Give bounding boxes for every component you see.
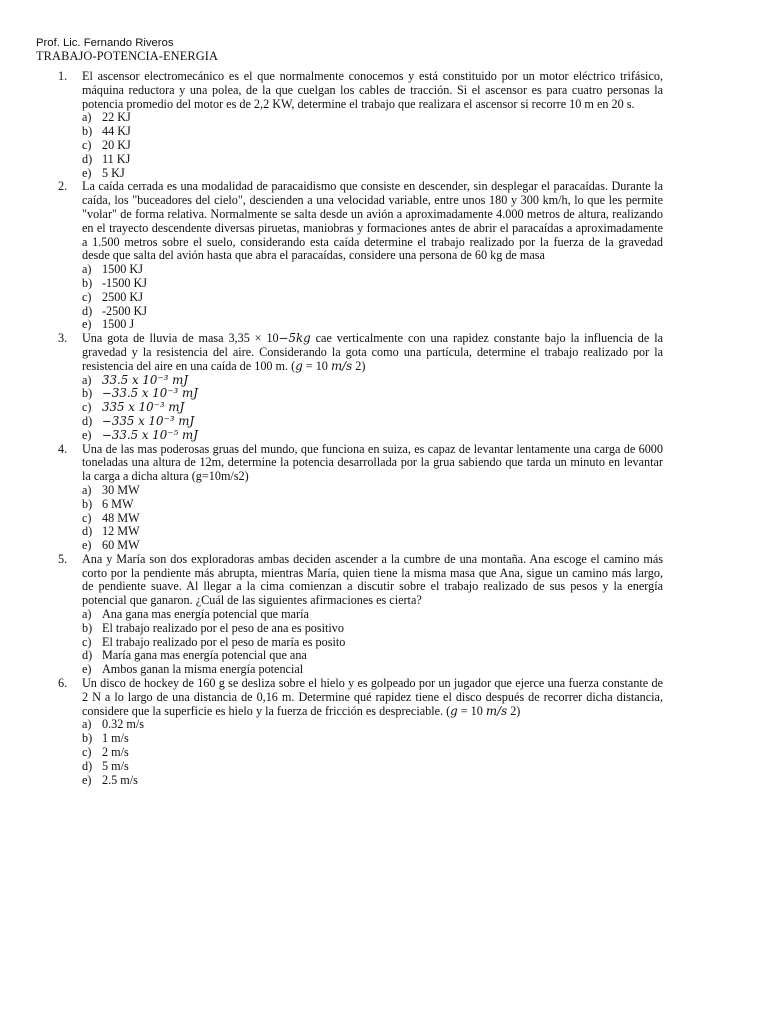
option-d — [82, 305, 663, 319]
option-letter: c) — [82, 400, 92, 415]
option-d — [82, 525, 663, 539]
option-text: El trabajo realizado por el peso de maría es posito — [102, 634, 346, 649]
question-text-part: = 10 — [302, 358, 331, 373]
option-c — [82, 512, 663, 526]
option-letter: a) — [82, 717, 92, 732]
question-4 — [36, 443, 663, 553]
option-c — [82, 139, 663, 153]
option-d — [82, 649, 663, 663]
question-number: 3. — [58, 331, 68, 346]
math-expression: −5kg — [278, 331, 311, 346]
option-text: 22 KJ — [102, 110, 131, 125]
option-letter: a) — [82, 372, 92, 387]
option-text: 60 MW — [102, 538, 140, 553]
option-e — [82, 663, 663, 677]
option-text: 1500 J — [102, 317, 135, 332]
author-line: Prof. Lic. Fernando Riveros — [36, 37, 174, 49]
option-text: 12 MW — [102, 524, 140, 539]
question-text: Una de las mas poderosas gruas del mundo, que funciona en suiza, es capaz de levantar lentamente una carga de 6000 toneladas una altura de 12m, determine la potencia desarrollada por la grua sabiendo que tarda un minuto en levantar la carga a dicha altura (g=10m/s2) — [82, 441, 663, 484]
option-letter: a) — [82, 607, 92, 622]
option-text: −335 x 10⁻³ mJ — [102, 413, 195, 428]
option-text: 2500 KJ — [102, 289, 143, 304]
option-text: 1500 KJ — [102, 262, 143, 277]
question-number: 5. — [58, 551, 68, 566]
option-text: 0.32 m/s — [102, 717, 144, 732]
math-expression: m/s — [485, 703, 508, 718]
option-letter: d) — [82, 524, 93, 539]
document-title: TRABAJO-POTENCIA-ENERGIA — [36, 49, 219, 63]
question-text-part: = 10 — [457, 703, 486, 718]
option-a — [82, 374, 663, 388]
option-letter: d) — [82, 151, 93, 166]
question-text-part: Una gota de lluvia de masa 3,35 × 10 — [82, 331, 279, 346]
option-text: 30 MW — [102, 482, 140, 497]
option-e — [82, 539, 663, 553]
option-text: 2.5 m/s — [102, 772, 138, 787]
option-letter: e) — [82, 538, 92, 553]
option-c — [82, 746, 663, 760]
option-text: 44 KJ — [102, 124, 131, 139]
question-list — [36, 70, 663, 787]
option-letter: b) — [82, 275, 93, 290]
option-letter: c) — [82, 745, 92, 760]
question-text-part: 2) — [352, 358, 366, 373]
option-text: 20 KJ — [102, 137, 131, 152]
question-text — [82, 332, 663, 373]
option-a — [82, 608, 663, 622]
option-text: Ambos ganan la misma energía potencial — [102, 662, 304, 677]
option-text: 11 KJ — [102, 151, 131, 166]
option-list — [82, 374, 663, 443]
question-number: 2. — [58, 179, 68, 194]
question-2 — [36, 180, 663, 332]
option-e — [82, 167, 663, 181]
option-text: -2500 KJ — [102, 303, 148, 318]
option-a — [82, 718, 663, 732]
option-text: 1 m/s — [102, 731, 129, 746]
option-letter: c) — [82, 510, 92, 525]
option-b — [82, 498, 663, 512]
option-letter: d) — [82, 413, 93, 428]
option-letter: b) — [82, 386, 93, 401]
option-c — [82, 291, 663, 305]
question-text: El ascensor electromecánico es el que normalmente conocemos y está constituido por un motor eléctrico trifásico, máquina reductora y una polea, de la que cuelgan los cables de tracción. Si el ascensor es para cuatro personas la potencia promedio del motor es de 2,2 KW, determine el trabajo que realizara el ascensor si recorre 10 m en 20 s. — [82, 69, 663, 111]
option-a — [82, 484, 663, 498]
option-letter: b) — [82, 496, 93, 511]
option-list — [82, 111, 663, 180]
option-text: -1500 KJ — [102, 275, 148, 290]
option-text: 5 KJ — [102, 165, 125, 180]
option-b — [82, 732, 663, 746]
option-list — [82, 484, 663, 553]
option-d — [82, 153, 663, 167]
option-e — [82, 429, 663, 443]
math-expression: g — [450, 703, 458, 718]
option-d — [82, 760, 663, 774]
option-text: 2 m/s — [102, 745, 129, 760]
option-list — [82, 263, 663, 332]
option-b — [82, 622, 663, 636]
option-letter: e) — [82, 662, 92, 677]
option-letter: e) — [82, 165, 92, 180]
option-text: 6 MW — [102, 496, 134, 511]
option-c — [82, 401, 663, 415]
option-text: −33.5 x 10⁻³ mJ — [102, 386, 198, 401]
question-text-part: 2) — [507, 703, 521, 718]
option-a — [82, 111, 663, 125]
option-letter: a) — [82, 110, 92, 125]
question-text: Ana y María son dos exploradoras ambas deciden ascender a la cumbre de una montaña. Ana escoge el camino más corto por la pendiente más abrupta, mientras María, quien tiene la misma masa que Ana, sigue un camino más largo, de pendiente suave. Al llegar a la cima comienzan a discutir sobre el trabajo realizado de sus pesos y la energía potencial que ganaron. ¿Cuál de las siguientes afirmaciones es cierta? — [82, 551, 663, 608]
question-5 — [36, 553, 663, 677]
option-letter: d) — [82, 758, 93, 773]
option-text: 48 MW — [102, 510, 140, 525]
question-1 — [36, 70, 663, 180]
question-number: 4. — [58, 441, 68, 456]
question-text: La caída cerrada es una modalidad de paracaidismo que consiste en descender, sin desplegar el paracaídas. Durante la caída, los "buceadores del cielo", descienden a una velocidad variable, entre unos 180 y 300 km/h, lo que les permite "volar" de forma relativa. Normalmente se salta desde un avión a aproximadamente 4.000 metros de altura, realizando en el trayecto descendente diversas piruetas, maniobras y formaciones antes de abrir el paracaídas a aproximadamente a 1.500 metros sobre el suelo, considerando esta caída determine el trabajo realizado por la fuerza de la gravedad desde que salta del avión hasta que abra el paracaídas, considere una persona de 60 kg de masa — [82, 179, 663, 263]
question-3 — [36, 332, 663, 442]
option-letter: a) — [82, 262, 92, 277]
option-text: 5 m/s — [102, 758, 129, 773]
option-letter: e) — [82, 317, 92, 332]
question-number: 1. — [58, 69, 68, 83]
math-expression: g — [295, 358, 303, 373]
option-b — [82, 277, 663, 291]
option-list — [82, 718, 663, 787]
option-c — [82, 636, 663, 650]
option-text: −33.5 x 10⁻⁵ mJ — [102, 427, 198, 442]
option-text: El trabajo realizado por el peso de ana es positivo — [102, 620, 344, 635]
question-number: 6. — [58, 676, 68, 691]
option-letter: b) — [82, 124, 93, 139]
option-letter: c) — [82, 634, 92, 649]
option-letter: b) — [82, 731, 93, 746]
question-6 — [36, 677, 663, 787]
option-letter: b) — [82, 620, 93, 635]
option-text: Ana gana mas energía potencial que maría — [102, 607, 309, 622]
option-e — [82, 318, 663, 332]
option-letter: e) — [82, 427, 92, 442]
question-text-part: Un disco de hockey de 160 g se desliza sobre el hielo y es golpeado por un jugador que ejerce una fuerza constante de 2 N a lo largo de una distancia de 0,16 m. Determine qué rapidez tiene el disco después de recorrer dicha distancia, considere que la superficie es hielo y la fuerza de fricción es despreciable. ( — [82, 676, 663, 718]
option-letter: c) — [82, 289, 92, 304]
question-text — [82, 677, 663, 718]
option-text: 335 x 10⁻³ mJ — [102, 400, 185, 415]
option-letter: d) — [82, 303, 93, 318]
option-e — [82, 774, 663, 788]
option-a — [82, 263, 663, 277]
option-b — [82, 125, 663, 139]
option-d — [82, 415, 663, 429]
math-expression: m/s — [330, 358, 353, 373]
option-text: María gana mas energía potencial que ana — [102, 648, 307, 663]
question-text-part: cae verticalmente con una rapidez constante bajo la influencia de la gravedad y la resistencia del aire. Considerando la gota como una partícula, determine el trabajo realizado por la resistencia del aire en una caída de 100 m. ( — [82, 331, 663, 373]
option-letter: e) — [82, 772, 92, 787]
option-b — [82, 387, 663, 401]
option-letter: a) — [82, 482, 92, 497]
option-list — [82, 608, 663, 677]
option-letter: c) — [82, 137, 92, 152]
option-text: 33.5 x 10⁻³ mJ — [102, 372, 189, 387]
option-letter: d) — [82, 648, 93, 663]
